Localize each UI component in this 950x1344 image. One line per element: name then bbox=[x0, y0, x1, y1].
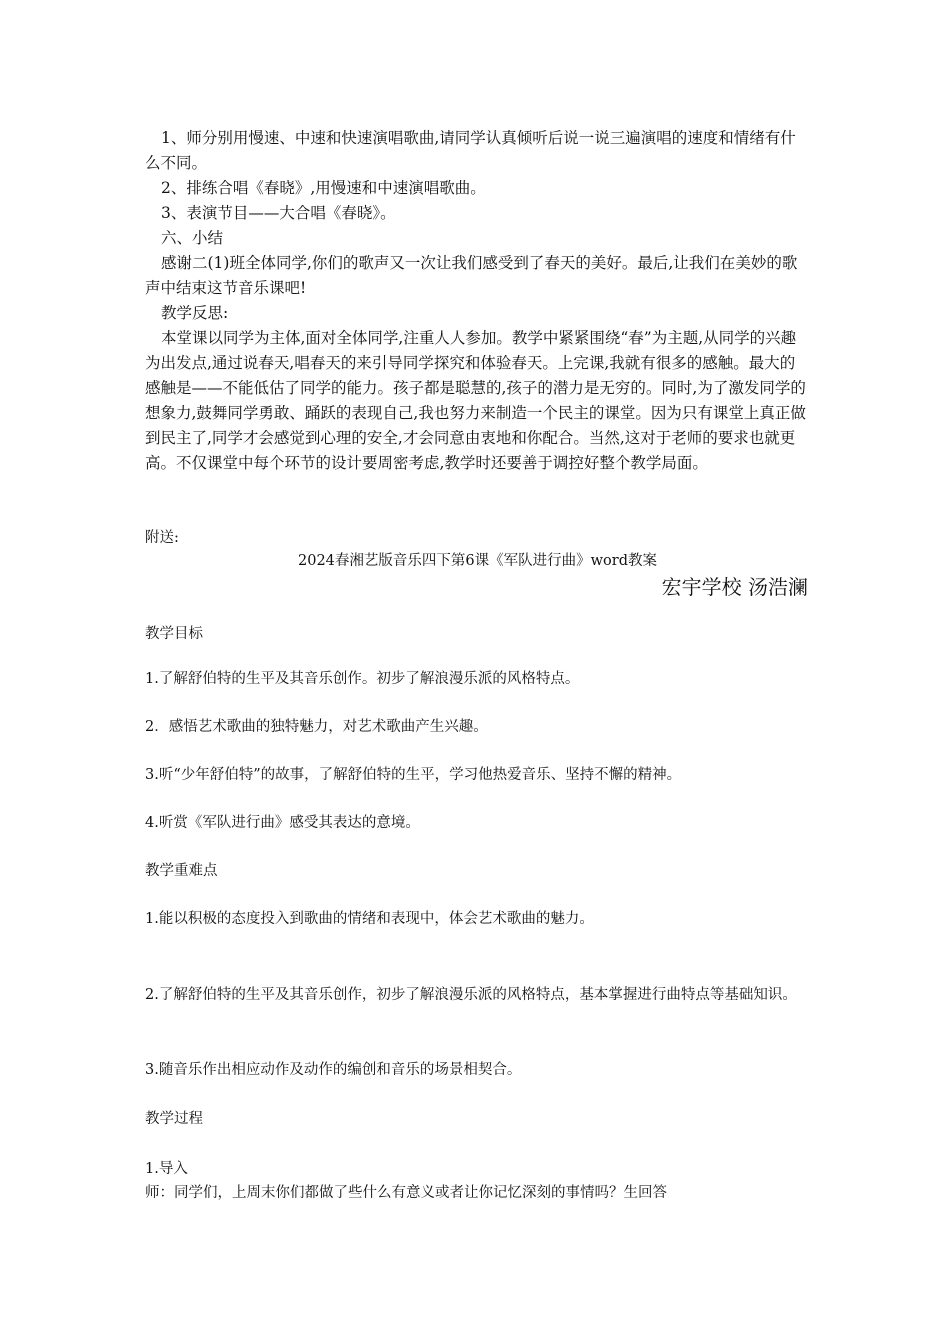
summary-paragraph: 感谢二(1)班全体同学,你们的歌声又一次让我们感受到了春天的美好。最后,让我们在美妙的歌声中结束这节音乐课吧! bbox=[145, 254, 798, 297]
reflection-heading: 教学反思: bbox=[161, 304, 229, 322]
teacher-line: 师：同学们，上周末你们都做了些什么有意义或者让你记忆深刻的事情吗？生回答 bbox=[145, 1185, 667, 1201]
keypoint-2: 2.了解舒伯特的生平及其音乐创作，初步了解浪漫乐派的风格特点，基本掌握进行曲特点等基础知识。 bbox=[145, 987, 797, 1003]
keypoint-1: 1.能以积极的态度投入到歌曲的情绪和表现中，体会艺术歌曲的魅力。 bbox=[145, 911, 594, 927]
goal-1: 1.了解舒伯特的生平及其音乐创作。初步了解浪漫乐派的风格特点。 bbox=[145, 671, 580, 687]
goal-2: 2．感悟艺术歌曲的独特魅力，对艺术歌曲产生兴趣。 bbox=[145, 719, 488, 735]
goal-3: 3.听“少年舒伯特”的故事，了解舒伯特的生平，学习他热爱音乐、坚持不懈的精神。 bbox=[145, 767, 682, 783]
paragraph-item-1: 1、师分别用慢速、中速和快速演唱歌曲,请同学认真倾听后说一说三遍演唱的速度和情绪有什么不同。 bbox=[145, 129, 796, 172]
keypoints-heading: 教学重难点 bbox=[145, 863, 218, 879]
author-line: 宏宇学校 汤浩澜 bbox=[661, 575, 808, 599]
process-heading: 教学过程 bbox=[145, 1111, 203, 1127]
goals-heading: 教学目标 bbox=[145, 626, 203, 642]
reflection-paragraph: 本堂课以同学为主体,面对全体同学,注重人人参加。教学中紧紧围绕“春”为主题,从同学的兴趣为出发点,通过说春天,唱春天的来引导同学探究和体验春天。上完课,我就有很多的感触。最大的感触是——不能低估了同学的能力。孩子都是聪慧的,孩子的潜力是无穷的。同时,为了激发同学的想象力,鼓舞同学勇敢、踊跃的表现自己,我也努力来制造一个民主的课堂。因为只有课堂上真正做到民主了,同学才会感觉到心理的安全,才会同意由衷地和你配合。当然,这对于老师的要求也就更高。不仅课堂中每个环节的设计要周密考虑,教学时还要善于调控好整个教学局面。 bbox=[145, 329, 806, 472]
section-heading-summary: 六、小结 bbox=[161, 229, 224, 247]
goal-4: 4.听赏《军队进行曲》感受其表达的意境。 bbox=[145, 815, 420, 831]
document-title: 2024春湘艺版音乐四下第6课《军队进行曲》word教案 bbox=[298, 553, 657, 569]
step-1-heading: 1.导入 bbox=[145, 1161, 188, 1177]
paragraph-item-2: 2、排练合唱《春晓》,用慢速和中速演唱歌曲。 bbox=[161, 179, 486, 197]
paragraph-item-3: 3、表演节目——大合唱《春晓》。 bbox=[161, 204, 396, 222]
attached-label: 附送: bbox=[145, 530, 179, 546]
keypoint-3: 3.随音乐作出相应动作及动作的编创和音乐的场景相契合。 bbox=[145, 1062, 522, 1078]
